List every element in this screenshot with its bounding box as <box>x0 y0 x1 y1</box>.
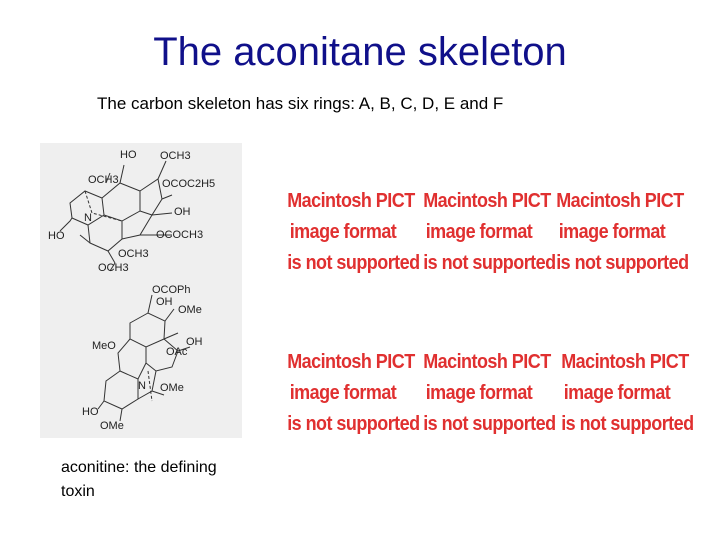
pict-line: is not supported <box>287 413 420 435</box>
label-ho-2: HO <box>48 230 65 242</box>
label-oh: OH <box>174 206 191 218</box>
pict-line: is not supported <box>287 252 420 274</box>
structure-caption: aconitine: the defining toxin <box>61 459 217 500</box>
label-ocoph: OCOPh <box>152 284 191 296</box>
pict-placeholder-6 <box>561 347 694 440</box>
pict-line: Macintosh PICT <box>287 190 415 212</box>
pict-line: is not supported <box>423 413 556 435</box>
label-n: N <box>84 212 92 224</box>
pict-line: is not supported <box>423 252 556 274</box>
pict-placeholder-1 <box>287 186 420 279</box>
pict-line: is not supported <box>556 252 689 274</box>
pict-placeholder-4 <box>287 347 420 440</box>
label-och3-b: OCH3 <box>88 174 119 186</box>
pict-line: Macintosh PICT <box>423 351 551 373</box>
label-ome: OMe <box>178 304 202 316</box>
structure-drawing <box>40 143 242 438</box>
label-och3-c: OCH3 <box>118 248 149 260</box>
pict-placeholder-3 <box>556 186 689 279</box>
slide-title: The aconitane skeleton <box>153 30 567 74</box>
pict-line: Macintosh PICT <box>561 351 689 373</box>
pict-line: image format <box>289 382 397 404</box>
label-ho: HO <box>120 149 137 161</box>
pict-line: image format <box>558 221 666 243</box>
label-ococ: OCOC2H5 <box>162 178 216 190</box>
label-oh-b: OH <box>156 296 173 308</box>
slide-subtitle: The carbon skeleton has six rings: A, B, C, D, E and F <box>97 94 504 113</box>
label-ome-3: OMe <box>100 420 124 432</box>
aconitine-structure-image <box>40 143 242 438</box>
label-ococh3: OCOCH3 <box>156 229 204 241</box>
pict-line: image format <box>425 382 533 404</box>
pict-line: Macintosh PICT <box>423 190 551 212</box>
label-oh-c: OH <box>186 336 203 348</box>
label-meo: MeO <box>92 340 116 352</box>
label-ho-b: HO <box>82 406 99 418</box>
label-och3-a: OCH3 <box>160 150 191 162</box>
label-oac: OAc <box>166 346 188 358</box>
pict-line: Macintosh PICT <box>287 351 415 373</box>
label-och3-d: OCH3 <box>98 262 129 274</box>
pict-line: image format <box>289 221 397 243</box>
pict-placeholder-5 <box>423 347 556 440</box>
pict-placeholder-2 <box>423 186 556 279</box>
label-n-b: N <box>138 380 146 392</box>
pict-line: Macintosh PICT <box>556 190 684 212</box>
pict-line: image format <box>425 221 533 243</box>
label-ome-2: OMe <box>160 382 184 394</box>
pict-line: image format <box>563 382 671 404</box>
pict-line: is not supported <box>561 413 694 435</box>
